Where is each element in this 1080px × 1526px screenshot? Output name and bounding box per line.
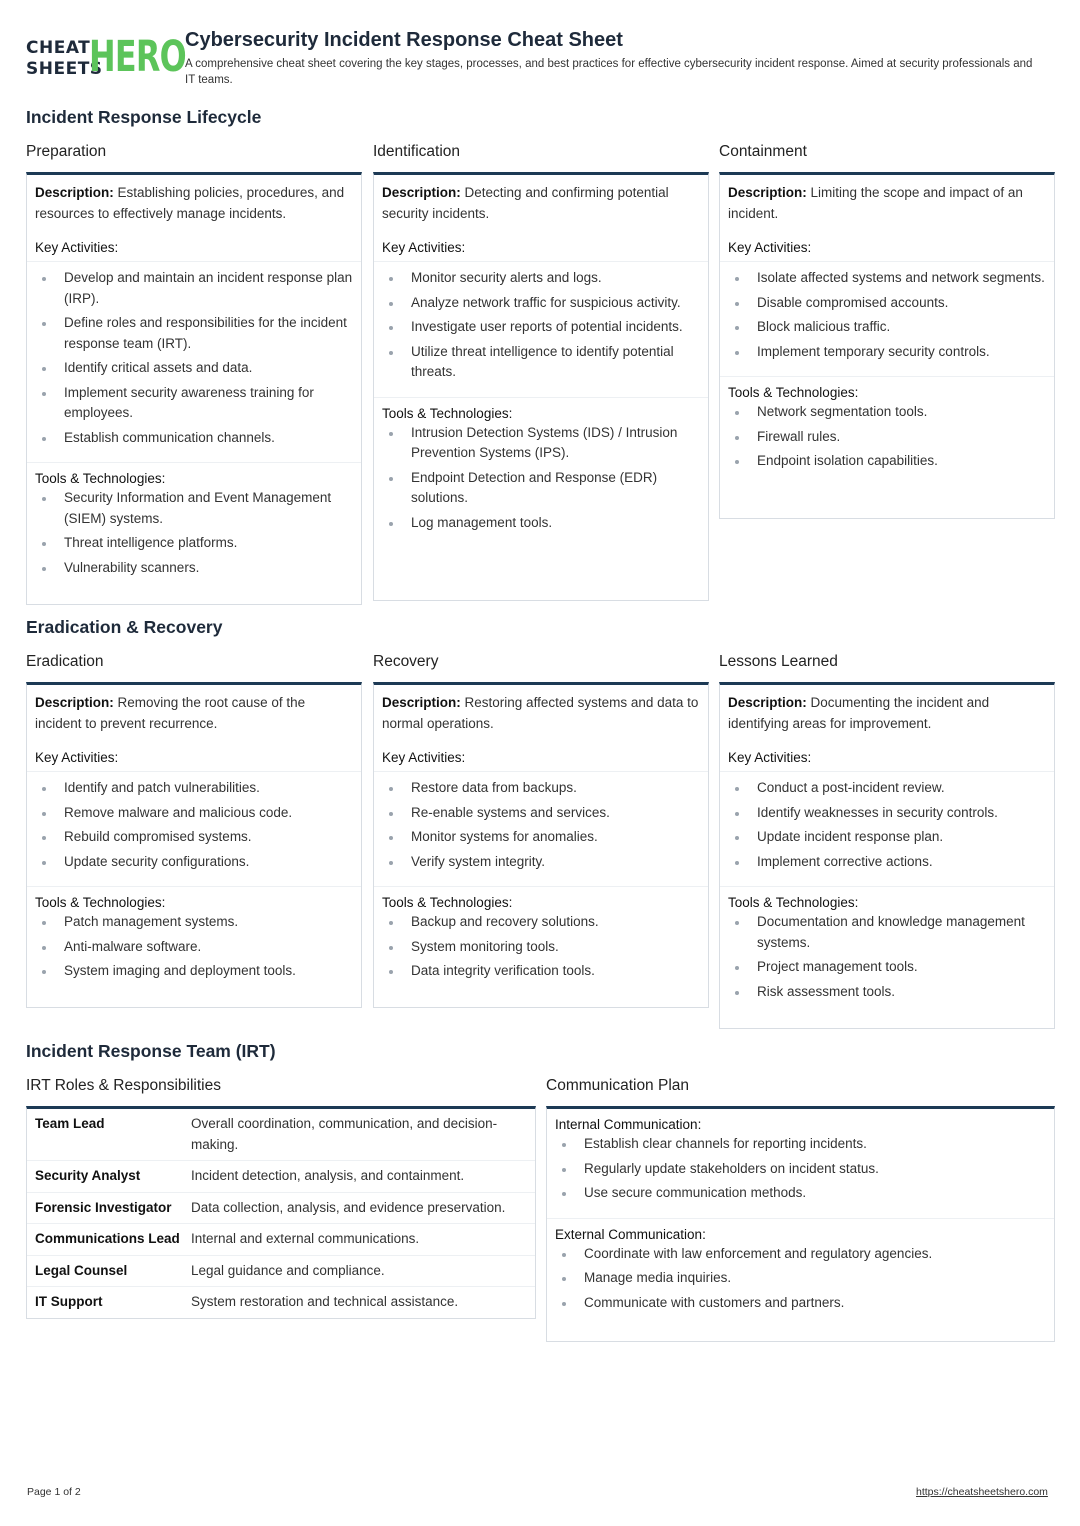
list-item: Verify system integrity. [382,852,700,873]
key-activities-label: Key Activities: [374,224,708,262]
list-item: Block malicious traffic. [728,317,1046,338]
description-label: Description: [382,695,461,710]
key-activities-list [27,262,361,462]
list-item: Rebuild compromised systems. [35,827,353,848]
key-activities-label: Key Activities: [720,224,1054,262]
table-row [27,1256,535,1288]
list-item: Re-enable systems and services. [382,803,700,824]
list-item: Analyze network traffic for suspicious activity. [382,293,700,314]
list-item: Documentation and knowledge management systems. [728,912,1046,953]
list-item: Anti-malware software. [35,937,353,958]
tools-technologies-label: Tools & Technologies: [720,376,1054,400]
card-description [720,175,1054,224]
list-item: Update incident response plan. [728,827,1046,848]
key-activities-list [27,772,361,886]
list-item: Remove malware and malicious code. [35,803,353,824]
tools-technologies-label: Tools & Technologies: [374,886,708,910]
list-item: Investigate user reports of potential incidents. [382,317,700,338]
key-activities-label: Key Activities: [720,734,1054,772]
list-item: Define roles and responsibilities for the incident response team (IRT). [35,313,353,354]
list-item: Intrusion Detection Systems (IDS) / Intrusion Prevention Systems (IPS). [382,423,700,464]
list-item: Utilize threat intelligence to identify potential threats. [382,342,700,383]
list-item: Conduct a post-incident review. [728,778,1046,799]
list-item: Monitor systems for anomalies. [382,827,700,848]
list-item: Data integrity verification tools. [382,961,700,982]
list-item: Establish clear channels for reporting incidents. [555,1134,1046,1155]
list-item: Develop and maintain an incident response plan (IRP). [35,268,353,309]
list-item: Monitor security alerts and logs. [382,268,700,289]
description-text: Removing the root cause of the incident to prevent recurrence. [35,695,306,731]
description-label: Description: [35,185,114,200]
description-text: Documenting the incident and identifying areas for improvement. [728,695,990,731]
list-item: Identify weaknesses in security controls. [728,803,1046,824]
table-row [27,1193,535,1225]
description-text: Establishing policies, procedures, and resources to effectively manage incidents. [35,185,345,221]
list-item: Identify critical assets and data. [35,358,353,379]
card-description [27,685,361,734]
internal-communication-list [547,1132,1054,1218]
role-description: Data collection, analysis, and evidence preservation. [191,1199,506,1215]
list-item: Disable compromised accounts. [728,293,1046,314]
list-item: Identify and patch vulnerabilities. [35,778,353,799]
table-row [27,1287,535,1318]
site-link[interactable]: https://cheatsheetshero.com [916,1486,1048,1498]
list-item: Project management tools. [728,957,1046,978]
list-item: Backup and recovery solutions. [382,912,700,933]
role-name: Communications Lead [35,1231,180,1246]
list-item: Establish communication channels. [35,428,353,449]
description-label: Description: [35,695,114,710]
table-row [27,1109,535,1161]
list-item: Coordinate with law enforcement and regulatory agencies. [555,1244,1046,1265]
tools-technologies-list [27,486,361,592]
list-item: Implement temporary security controls. [728,342,1046,363]
role-name: Security Analyst [35,1168,141,1183]
column-title-lessons-learned: Lessons Learned [719,653,838,670]
list-item: Isolate affected systems and network segments. [728,268,1046,289]
column-title-containment: Containment [719,143,807,160]
role-description: Incident detection, analysis, and containment. [191,1168,465,1183]
list-item: Patch management systems. [35,912,353,933]
description-text: Restoring affected systems and data to normal operations. [382,695,699,731]
key-activities-list [720,772,1054,886]
role-name: Legal Counsel [35,1262,128,1278]
card-description [374,175,708,224]
irt-roles-table [26,1106,536,1319]
card-description [720,685,1054,734]
page-title: Cybersecurity Incident Response Cheat Sheet [185,29,623,51]
logo-text-hero: HERO [89,32,186,82]
section-title-lifecycle: Incident Response Lifecycle [26,107,262,127]
list-item: Implement corrective actions. [728,852,1046,873]
column-title-preparation: Preparation [26,143,107,160]
logo-text-cheat: CHEAT [26,38,91,58]
card-communication-plan [546,1106,1055,1342]
list-item: Endpoint Detection and Response (EDR) solutions. [382,468,700,509]
page-subtitle: A comprehensive cheat sheet covering the key stages, processes, and best practices for effective cybersecurity incident response. Aimed at security professionals and IT teams. [185,58,1033,86]
role-name: Forensic Investigator [35,1199,172,1215]
list-item: System monitoring tools. [382,937,700,958]
list-item: Use secure communication methods. [555,1183,1046,1204]
external-communication-list [547,1242,1054,1328]
description-label: Description: [728,185,807,200]
card-description [27,175,361,224]
card-lessons-learned [719,682,1055,1029]
list-item: Firewall rules. [728,427,1046,448]
key-activities-label: Key Activities: [27,224,361,262]
role-name: Team Lead [35,1116,105,1131]
card-identification [373,172,709,601]
logo-text-sheets: SHEETS [26,59,103,79]
internal-communication-label: Internal Communication: [555,1117,702,1132]
list-item: Vulnerability scanners. [35,558,353,579]
column-title-irt-roles: IRT Roles & Responsibilities [26,1077,221,1094]
role-description: Overall coordination, communication, and decision-making. [191,1116,498,1152]
tools-technologies-list [27,910,361,996]
list-item: Log management tools. [382,513,700,534]
list-item: Endpoint isolation capabilities. [728,451,1046,472]
list-item: Regularly update stakeholders on incident status. [555,1159,1046,1180]
column-title-recovery: Recovery [373,653,439,670]
key-activities-label: Key Activities: [27,734,361,772]
section-title-eradication-recovery: Eradication & Recovery [26,617,223,637]
list-item: Security Information and Event Management (SIEM) systems. [35,488,353,529]
tools-technologies-label: Tools & Technologies: [720,886,1054,910]
description-label: Description: [382,185,461,200]
list-item: Risk assessment tools. [728,982,1046,1003]
list-item: Restore data from backups. [382,778,700,799]
key-activities-list [374,262,708,397]
tools-technologies-list [374,910,708,996]
table-row [27,1161,535,1193]
list-item: Update security configurations. [35,852,353,873]
description-text: Detecting and confirming potential security incidents. [382,185,669,221]
external-communication-label: External Communication: [547,1218,1054,1242]
column-title-communication-plan: Communication Plan [546,1077,690,1094]
tools-technologies-list [720,400,1054,486]
page-number: Page 1 of 2 [27,1486,81,1498]
key-activities-label: Key Activities: [374,734,708,772]
column-title-identification: Identification [373,143,461,160]
card-recovery [373,682,709,1008]
column-title-eradication: Eradication [26,653,104,670]
list-item: Threat intelligence platforms. [35,533,353,554]
list-item: Manage media inquiries. [555,1268,1046,1289]
tools-technologies-label: Tools & Technologies: [27,462,361,486]
cheatsheetshero-logo[interactable] [26,32,186,84]
list-item: Network segmentation tools. [728,402,1046,423]
role-description: Internal and external communications. [191,1231,420,1246]
card-containment [719,172,1055,519]
page-header [26,28,1056,90]
tools-technologies-list [720,910,1054,1016]
section-title-irt: Incident Response Team (IRT) [26,1041,276,1061]
card-eradication [26,682,362,1008]
table-row [27,1224,535,1256]
tools-technologies-label: Tools & Technologies: [374,397,708,421]
key-activities-list [374,772,708,886]
key-activities-list [720,262,1054,376]
list-item: Implement security awareness training for employees. [35,383,353,424]
list-item: Communicate with customers and partners. [555,1293,1046,1314]
description-text: Limiting the scope and impact of an incident. [728,185,1023,221]
role-description: System restoration and technical assistance. [191,1294,459,1309]
role-description: Legal guidance and compliance. [191,1262,385,1278]
card-preparation [26,172,362,605]
role-name: IT Support [35,1294,103,1309]
tools-technologies-list [374,421,708,548]
tools-technologies-label: Tools & Technologies: [27,886,361,910]
list-item: System imaging and deployment tools. [35,961,353,982]
card-description [374,685,708,734]
description-label: Description: [728,695,807,710]
